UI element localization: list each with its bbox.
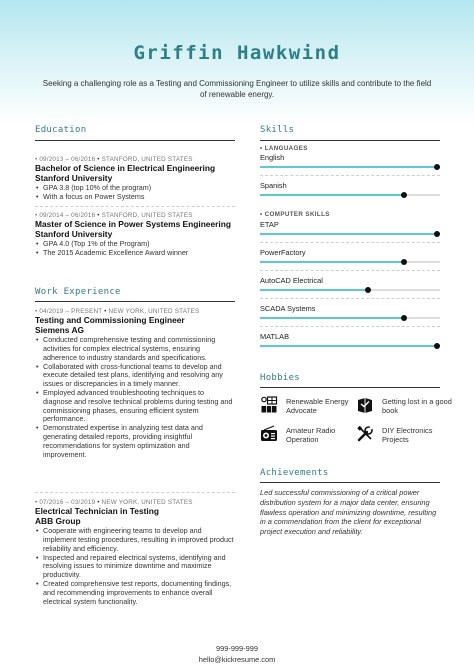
- hobby-reading: [356, 396, 452, 420]
- list-item: • Demonstrated expertise in analyzing test data and generating detailed reports, providing insightful recommendations for system optimization and improvement.: [35, 424, 235, 459]
- item-divider: [35, 206, 235, 207]
- education-title: Education: [35, 125, 87, 135]
- skill-label: PowerFactory: [260, 248, 306, 257]
- section-divider: [260, 140, 440, 141]
- skill-bar-fill: [260, 166, 440, 168]
- achievement-text: Led successful commissioning of a critical power distribution system for a major data center, ensuring flawless operation and minimizing downtime, resulting in a commendation from the client for exceptional project execution and reliability.: [260, 488, 437, 537]
- skill-bar-fill: [260, 233, 440, 235]
- job-bullets: [35, 336, 235, 459]
- skill-bar-fill: [260, 194, 404, 196]
- section-divider: [260, 482, 440, 483]
- section-divider: [35, 301, 235, 302]
- job-meta: • 07/2016 – 03/2019 • NEW YORK, UNITED STATES: [35, 499, 193, 506]
- job-meta: • 04/2019 – PRESENT • NEW YORK, UNITED STATES: [35, 308, 200, 315]
- skill-bar: [260, 317, 440, 319]
- hobby-label: DIY Electronics Projects: [382, 426, 433, 445]
- skill-level-handle: [434, 231, 440, 237]
- skill-autocad-electrical: [260, 276, 440, 291]
- section-divider: [260, 387, 440, 388]
- achievements-title: Achievements: [260, 468, 329, 478]
- item-divider: [260, 242, 440, 243]
- company-name: ABB Group: [35, 515, 81, 526]
- job-title: Electrical Technician in Testing: [35, 506, 159, 516]
- list-item: • Collaborated with cross-functional teams to develop and execute detailed test plans, identifying and resolving any issues or discrepancies in a timely manner.: [35, 363, 235, 389]
- job-item: [35, 307, 235, 459]
- footer-phone: 999-999-999: [216, 644, 258, 653]
- skill-label: English: [260, 153, 285, 162]
- degree-title: Master of Science in Power Systems Engineering: [35, 219, 231, 229]
- list-item: • GPA 4.0 (Top 1% of the Program): [35, 240, 235, 249]
- radio-icon: [260, 425, 278, 443]
- skill-level-handle: [434, 343, 440, 349]
- item-divider: [260, 326, 440, 327]
- hobby-renewable-energy: [260, 396, 350, 420]
- list-item: • Inspected and repaired electrical systems, identifying and resolving issues to minimize downtime and maximize productivity.: [35, 554, 235, 580]
- skill-level-handle: [434, 164, 440, 170]
- education-item: [35, 211, 235, 258]
- skill-label: ETAP: [260, 220, 279, 229]
- skill-bar: [260, 233, 440, 235]
- skill-english: [260, 153, 440, 168]
- job-item: [35, 498, 235, 606]
- hobbies-title: Hobbies: [260, 373, 301, 383]
- skill-level-handle: [401, 192, 407, 198]
- summary: Seeking a challenging role as a Testing and Commissioning Engineer to utilize skills and contribute to the field of renewable energy.: [42, 79, 432, 99]
- skill-label: SCADA Systems: [260, 304, 316, 313]
- skill-matlab: [260, 332, 440, 347]
- education-bullets: [35, 240, 235, 258]
- item-divider: [35, 492, 235, 493]
- skill-label: AutoCAD Electrical: [260, 276, 323, 285]
- work-experience-title: Work Experience: [35, 287, 121, 297]
- list-item: • Cooperate with engineering teams to develop and implement testing procedures, resulting in improved product reliability and efficiency.: [35, 527, 235, 553]
- computer-skills-subheading: • COMPUTER SKILLS: [260, 211, 330, 218]
- degree-title: Bachelor of Science in Electrical Engineering: [35, 163, 216, 173]
- skills-title: Skills: [260, 125, 295, 135]
- tools-icon: [356, 425, 374, 443]
- skill-level-handle: [401, 315, 407, 321]
- skill-etap: [260, 220, 440, 235]
- education-item: [35, 155, 235, 202]
- school-name: Stanford University: [35, 228, 113, 239]
- skill-level-handle: [401, 259, 407, 265]
- languages-subheading: • LANGUAGES: [260, 145, 308, 152]
- skill-bar: [260, 194, 440, 196]
- item-divider: [260, 270, 440, 271]
- skill-bar-fill: [260, 289, 368, 291]
- list-item: • Created comprehensive test reports, documenting findings, and recommending improvements to enhance overall electrical system functionality.: [35, 580, 235, 606]
- list-item: • With a focus on Power Systems: [35, 193, 235, 202]
- skill-spanish: [260, 181, 440, 196]
- skill-bar: [260, 289, 440, 291]
- list-item: • GPA 3.8 (top 10% of the program): [35, 184, 235, 193]
- skill-level-handle: [365, 287, 371, 293]
- hobby-diy-electronics: [356, 425, 446, 449]
- solar-panel-icon: [260, 396, 278, 414]
- education-meta: • 09/2013 – 06/2016 • STANFORD, UNITED STATES: [35, 156, 193, 163]
- skill-bar: [260, 345, 440, 347]
- education-bullets: [35, 184, 235, 202]
- job-title: Testing and Commissioning Engineer: [35, 315, 185, 325]
- item-divider: [260, 298, 440, 299]
- job-bullets: [35, 527, 235, 606]
- skill-bar-fill: [260, 261, 404, 263]
- skill-scada-systems: [260, 304, 440, 319]
- book-icon: [356, 396, 374, 414]
- hobby-label: Amateur Radio Operation: [286, 426, 336, 445]
- skill-label: MATLAB: [260, 332, 290, 341]
- list-item: • Conducted comprehensive testing and commissioning activities for complex electrical systems, ensuring adherence to industry standards and specifications.: [35, 336, 235, 362]
- company-name: Siemens AG: [35, 324, 85, 335]
- skill-bar-fill: [260, 345, 440, 347]
- hobby-amateur-radio: [260, 425, 350, 449]
- item-divider: [260, 175, 440, 176]
- skill-powerfactory: [260, 248, 440, 263]
- list-item: • The 2015 Academic Excellence Award winner: [35, 249, 235, 258]
- skill-bar: [260, 261, 440, 263]
- skill-bar-fill: [260, 317, 404, 319]
- skill-bar: [260, 166, 440, 168]
- school-name: Stanford University: [35, 172, 113, 183]
- list-item: • Employed advanced troubleshooting techniques to diagnose and resolve technical problems during testing and commissioning phases, ensuring efficient system performance.: [35, 389, 235, 424]
- hobby-label: Renewable Energy Advocate: [286, 397, 349, 416]
- candidate-name: Griffin Hawkwind: [133, 42, 341, 64]
- education-meta: • 09/2014 – 06/2016 • STANFORD, UNITED STATES: [35, 212, 193, 219]
- skill-label: Spanish: [260, 181, 287, 190]
- section-divider: [35, 140, 235, 141]
- hobby-label: Getting lost in a good book: [382, 397, 452, 416]
- footer-email[interactable]: hello@kickresume.com: [198, 655, 276, 664]
